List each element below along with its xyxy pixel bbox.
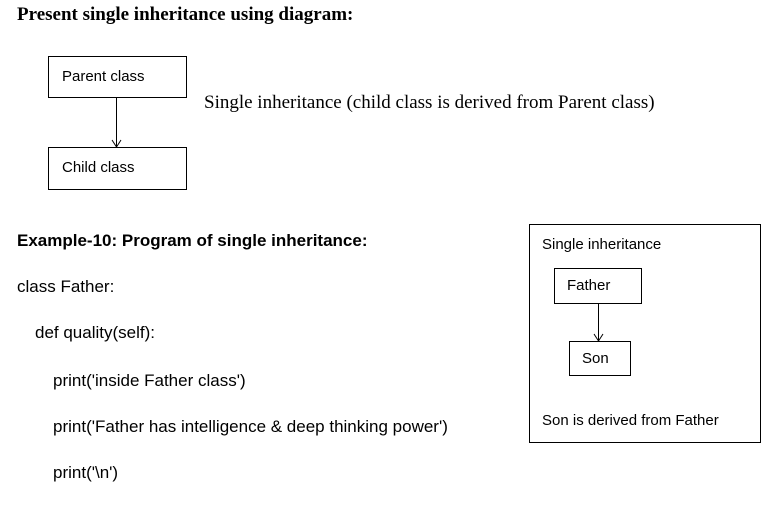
child-class-box xyxy=(48,147,187,190)
father-box xyxy=(554,268,642,304)
father-label: Father xyxy=(567,277,611,294)
son-box xyxy=(569,341,631,376)
parent-class-label: Parent class xyxy=(62,68,145,85)
code-line: def quality(self): xyxy=(35,323,155,342)
example-title: Example-10: Program of single inheritance: xyxy=(17,231,368,250)
parent-class-box xyxy=(48,56,187,98)
side-diagram-title: Single inheritance xyxy=(542,236,662,253)
side-diagram-caption: Son is derived from Father xyxy=(542,412,719,429)
son-label: Son xyxy=(582,350,609,367)
child-class-label: Child class xyxy=(62,159,135,176)
code-line: print('\n') xyxy=(53,463,119,482)
code-line: print('Father has intelligence & deep thinking power') xyxy=(53,417,448,436)
code-line: class Father: xyxy=(17,277,115,296)
side-diagram-box xyxy=(529,224,761,443)
diagram-caption: Single inheritance (child class is derived from Parent class) xyxy=(204,92,655,113)
page-heading: Present single inheritance using diagram: xyxy=(17,4,354,25)
code-line: print('inside Father class') xyxy=(53,371,246,390)
